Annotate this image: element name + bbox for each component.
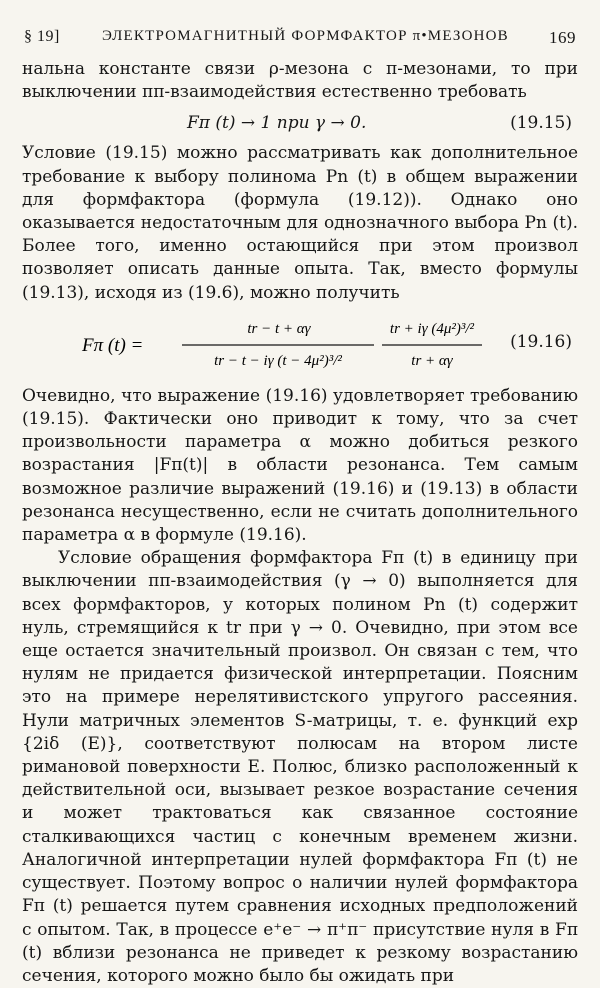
page-number: 169 xyxy=(549,28,576,47)
running-header xyxy=(24,28,576,54)
running-title: ЭЛЕКТРОМАГНИТНЫЙ ФОРМФАКТОР π•МЕЗОНОВ xyxy=(102,28,509,44)
equation-19-15-expression: Fπ (t) → 1 при γ → 0. xyxy=(187,113,367,134)
fraction-1-numerator: tr − t + αγ xyxy=(247,320,311,337)
fraction-2-denominator: tr + αγ xyxy=(411,352,453,369)
equation-19-16-lhs: Fπ (t) = xyxy=(82,334,144,356)
equation-19-15 xyxy=(22,104,578,142)
paragraph-1: нальна константе связи ρ-мезона с π-мезонами, то при выключении ππ-взаимодействия естественно требовать xyxy=(22,59,578,103)
equation-19-16-number: (19.16) xyxy=(510,331,572,352)
equation-19-15-number: (19.15) xyxy=(510,113,572,134)
paragraph-2: Условие (19.15) можно рассматривать как дополнительное требование к выбору полинома Pn (t) в общем выражении для формфактора (формула (19.12)). Однако оно оказывается недостаточным для однозначного выбора Pn (t). Более того, именно остающийся при этом произвол позволяет описать данные опыта. Так, вместо формулы (19.13), исходя из (19.6), можно получить xyxy=(22,143,578,303)
paragraph-3: Очевидно, что выражение (19.16) удовлетворяет требованию (19.15). Фактически оно приводит к тому, что за счет произвольности параметра α можно добиться резкого возрастания |Fπ(t)| в области резонанса. Тем самым возможное различие выражений (19.16) и (19.13) в области резонанса несущественно, если не считать дополнительного параметра α в формуле (19.16). xyxy=(22,385,578,546)
equation-19-16 xyxy=(22,309,578,381)
paragraph-4: Условие обращения формфактора Fπ (t) в единицу при выключении ππ-взаимодействия (γ → 0) выполняется для всех формфакторов, у которых полином Pn (t) содержит нуль, стремящийся к tr при γ → 0. Очевидно, при этом все еще остается значительный произвол. Он связан с тем, что нулям не придается физической интерпретации. Поясним это на примере нерелятивистского упругого рассеяния. Нули матричных элементов S-матрицы, т. е. функций exp {2iδ (E)}, соответствуют полюсам на втором листе римановой поверхности E. Полюс, близко расположенный к действительной оси, вызывает резкое возрастание сечения и может трактоваться как связанное состояние сталкивающихся частиц с конечным временем жизни. Аналогичной интерпретации нулей формфактора Fπ (t) не существует. Поэтому вопрос о наличии нулей формфактора Fπ (t) решается путем сравнения исходных предположений с опытом. Так, в процессе e⁺e⁻ → π⁺π⁻ присутствие нуля в Fπ (t) вблизи резонанса не приведет к резкому возрастанию сечения, которого можно было бы ожидать при xyxy=(22,548,578,986)
page-body xyxy=(22,58,578,988)
equation-19-16-formula xyxy=(22,309,492,381)
fraction-1-denominator: tr − t − iγ (t − 4μ²)³/² xyxy=(214,352,342,369)
fraction-2-numerator: tr + iγ (4μ²)³/² xyxy=(389,320,475,337)
section-marker: § 19] xyxy=(24,28,60,45)
